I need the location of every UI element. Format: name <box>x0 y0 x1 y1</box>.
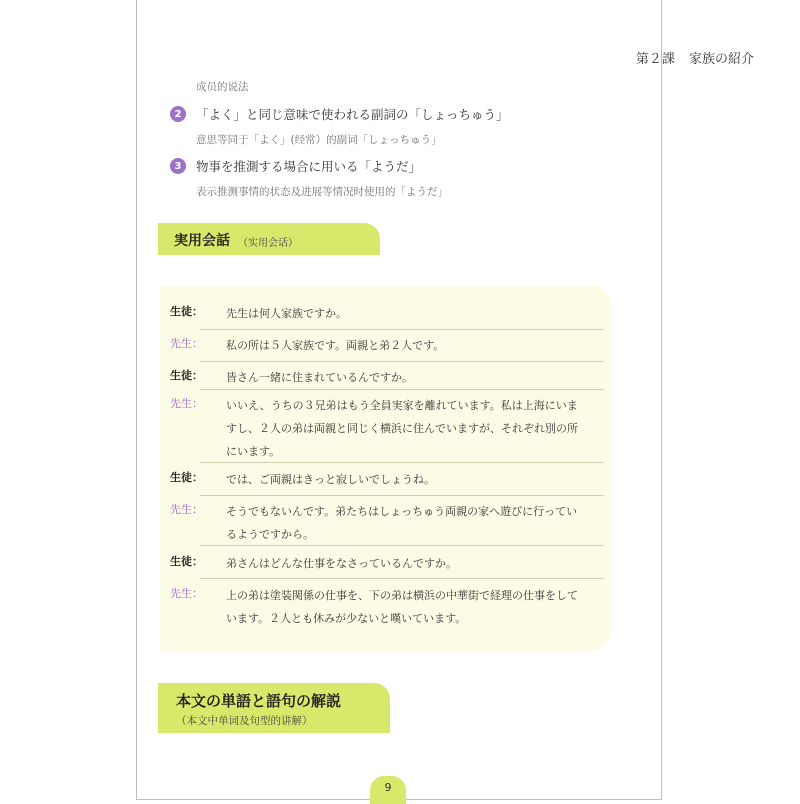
section-subtitle: （实用会话） <box>238 238 298 249</box>
dialogue-line: るようですから。 <box>226 528 314 541</box>
page-number: 9 <box>370 776 406 804</box>
speaker-label: 生徒： <box>170 305 203 318</box>
speaker-label: 先生： <box>170 337 203 350</box>
dialogue-line: そうでもないんです。弟たちはしょっちゅう両親の家へ遊びに行ってい <box>226 505 578 518</box>
point-2-translation: 意思等同于「よく」(经常）的副词「しょっちゅう」 <box>196 134 442 146</box>
point-2 <box>170 105 509 123</box>
point-3-translation: 表示推测事情的状态及进展等情况时使用的「ようだ」 <box>196 186 448 198</box>
speaker-label: 生徒： <box>170 471 203 484</box>
speaker-label: 先生： <box>170 397 203 410</box>
dialogue-divider <box>200 578 604 579</box>
section-subtitle: （本文中单词及句型的讲解） <box>176 715 313 727</box>
dialogue-divider <box>200 545 604 546</box>
section-banner-vocabulary <box>158 683 390 733</box>
point-3 <box>170 157 421 175</box>
speaker-label: 生徒： <box>170 555 203 568</box>
dialogue-line: 先生は何人家族ですか。 <box>226 307 347 320</box>
dialogue-line: いいえ、うちの３兄弟はもう全員実家を離れています。私は上海にいま <box>226 399 578 412</box>
dialogue-divider <box>200 389 604 390</box>
speaker-label: 先生： <box>170 587 203 600</box>
section-title: 本文の単語と語句の解説 <box>176 692 342 710</box>
point-3-text: 物事を推測する場合に用いる「ようだ」 <box>196 159 422 174</box>
dialogue-line: 上の弟は塗装関係の仕事を、下の弟は横浜の中華街で経理の仕事をして <box>226 589 578 602</box>
dialogue-divider <box>200 495 604 496</box>
point-2-text: 「よく」と同じ意味で使われる副詞の「しょっちゅう」 <box>196 107 509 122</box>
lesson-title: 家族の紹介 <box>688 52 754 67</box>
point-1-translation: 成员的说法 <box>196 81 249 93</box>
section-title: 実用会話 <box>174 233 230 249</box>
page-header <box>636 48 754 67</box>
dialogue-divider <box>200 462 604 463</box>
dialogue-line: 私の所は５人家族です。両親と弟２人です。 <box>226 339 445 352</box>
speaker-label: 生徒： <box>170 369 203 382</box>
dialogue-line: います。２人とも休みが少ないと嘆いています。 <box>226 612 467 625</box>
speaker-label: 先生： <box>170 503 203 516</box>
dialogue-divider <box>200 361 604 362</box>
dialogue-divider <box>200 329 604 330</box>
lesson-number: 第２課 <box>635 52 675 67</box>
number-badge: 3 <box>170 158 186 174</box>
number-badge: 2 <box>170 106 186 122</box>
dialogue-line: では、ご両親はきっと寂しいでしょうね。 <box>226 473 435 486</box>
dialogue-line: 弟さんはどんな仕事をなさっているんですか。 <box>226 557 457 570</box>
dialogue-line: 皆さん一緒に住まれているんですか。 <box>226 371 413 384</box>
dialogue-line: にいます。 <box>226 445 281 458</box>
dialogue-line: すし、２人の弟は両親と同じく横浜に住んでいますが、それぞれ別の所 <box>226 422 578 435</box>
section-banner-conversation <box>158 223 380 255</box>
